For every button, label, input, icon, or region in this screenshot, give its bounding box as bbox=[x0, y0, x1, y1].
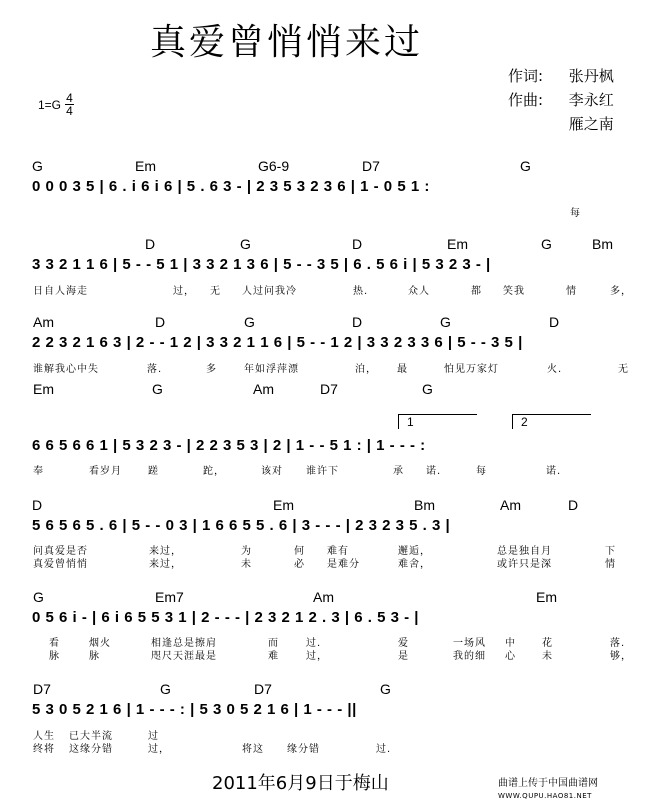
lyric-text: 看 bbox=[49, 638, 60, 649]
lyric-text: 每 bbox=[570, 208, 581, 219]
chord-label: Am bbox=[33, 314, 54, 330]
composer-name-1: 李永红 bbox=[568, 91, 614, 109]
lyric-text: 热. bbox=[353, 286, 369, 297]
chord-label: Em bbox=[536, 589, 557, 605]
lyricist-label: 作词: bbox=[508, 67, 544, 85]
lyric-text: 跎， bbox=[203, 466, 225, 477]
lyric-text: 多， bbox=[610, 286, 632, 297]
lyric-text-verse2: 真爱曾悄悄 bbox=[33, 559, 88, 570]
composer-row-2 bbox=[508, 112, 614, 136]
chord-label: G bbox=[240, 236, 251, 252]
lyric-text: 最 bbox=[397, 364, 408, 375]
chord-label: D7 bbox=[320, 381, 338, 397]
lyric-text-verse2: 脉 bbox=[49, 651, 60, 662]
chord-label: G bbox=[152, 381, 163, 397]
composer-name-2: 雁之南 bbox=[568, 115, 614, 133]
volta-bracket: 2 bbox=[512, 414, 591, 429]
lyric-text: 相逢总是擦肩 bbox=[151, 638, 217, 649]
lyric-text: 该对 bbox=[261, 466, 283, 477]
chord-label: D7 bbox=[362, 158, 380, 174]
lyric-text: 笑我 bbox=[503, 286, 525, 297]
lyric-text: 蹉 bbox=[148, 466, 159, 477]
lyric-text: 众人 bbox=[408, 286, 430, 297]
credits bbox=[508, 64, 614, 136]
notation-line: 5 6 5 6 5 . 6 | 5 - - 0 3 | 1 6 6 5 5 . 6 | 3 - - - | 2 3 2 3 5 . 3 | bbox=[32, 517, 451, 534]
lyric-text-verse2: 缘分错 bbox=[287, 744, 320, 755]
chord-label: D bbox=[32, 497, 43, 513]
lyric-text: 一场风 bbox=[453, 638, 486, 649]
chord-label: D7 bbox=[33, 681, 51, 697]
lyricist-name: 张丹枫 bbox=[568, 67, 614, 85]
lyric-text: 过 bbox=[148, 731, 159, 742]
lyric-text: 怕见万家灯 bbox=[444, 364, 499, 375]
lyric-text: 问真爱是否 bbox=[33, 546, 88, 557]
chord-label: D bbox=[352, 236, 363, 252]
lyric-text: 诺. bbox=[426, 466, 442, 477]
chord-label: Am bbox=[253, 381, 274, 397]
composer-label: 作曲: bbox=[508, 91, 544, 109]
lyric-text: 烟火 bbox=[89, 638, 111, 649]
lyric-text-verse2: 终将 bbox=[33, 744, 55, 755]
composer-row bbox=[508, 88, 614, 112]
lyric-text: 无 bbox=[618, 364, 629, 375]
lyric-text: 谁许下 bbox=[306, 466, 339, 477]
lyric-text: 火. bbox=[547, 364, 563, 375]
lyric-text-verse2: 未 bbox=[241, 559, 252, 570]
lyric-text-verse2: 是 bbox=[398, 651, 409, 662]
lyric-text: 奉 bbox=[33, 466, 44, 477]
lyric-text: 过， bbox=[173, 286, 195, 297]
lyric-text: 已大半流 bbox=[69, 731, 113, 742]
lyric-text: 每 bbox=[476, 466, 487, 477]
chord-label: D bbox=[145, 236, 156, 252]
lyric-text-verse2: 我的细 bbox=[453, 651, 486, 662]
lyric-text: 谁解我心中失 bbox=[33, 364, 99, 375]
lyric-text-verse2: 够， bbox=[610, 651, 632, 662]
chord-label: G bbox=[422, 381, 433, 397]
lyric-text: 泊， bbox=[355, 364, 377, 375]
time-signature bbox=[65, 92, 74, 117]
chord-label: Bm bbox=[592, 236, 613, 252]
lyric-text: 落. bbox=[610, 638, 626, 649]
chord-label: Em7 bbox=[155, 589, 184, 605]
lyric-text: 日自人海走 bbox=[33, 286, 88, 297]
chord-label: Em bbox=[33, 381, 54, 397]
lyric-text-verse2: 难 bbox=[268, 651, 279, 662]
lyric-text-verse2: 是难分 bbox=[327, 559, 360, 570]
chord-label: Bm bbox=[414, 497, 435, 513]
lyric-text: 多 bbox=[206, 364, 217, 375]
chord-label: G bbox=[440, 314, 451, 330]
lyric-text-verse2: 这缘分错 bbox=[69, 744, 113, 755]
site-line-2: WWW.QUPU.HAO81.NET bbox=[498, 792, 592, 800]
lyric-text: 来过， bbox=[149, 546, 182, 557]
chord-label: G bbox=[33, 589, 44, 605]
lyric-text: 难有 bbox=[327, 546, 349, 557]
lyric-text: 而 bbox=[268, 638, 279, 649]
lyric-text-verse2: 难舍， bbox=[398, 559, 431, 570]
chord-label: D bbox=[549, 314, 560, 330]
lyric-text: 都 bbox=[471, 286, 482, 297]
notation-line: 3 3 2 1 1 6 | 5 - - 5 1 | 3 3 2 1 3 6 | 5 - - 3 5 | 6 . 5 6 i | 5 3 2 3 - | bbox=[32, 256, 491, 273]
lyric-text: 下 bbox=[605, 546, 616, 557]
lyric-text-verse2: 或许只是深 bbox=[497, 559, 552, 570]
lyric-text: 年如浮萍漂 bbox=[244, 364, 299, 375]
lyric-text: 诺. bbox=[546, 466, 562, 477]
chord-label: G bbox=[244, 314, 255, 330]
lyric-text: 承 bbox=[393, 466, 404, 477]
chord-label: G bbox=[32, 158, 43, 174]
lyric-text: 人过问我冷 bbox=[242, 286, 297, 297]
lyric-text: 花 bbox=[542, 638, 553, 649]
lyric-text-verse2: 必 bbox=[294, 559, 305, 570]
lyric-text-verse2: 咫尺天涯最是 bbox=[151, 651, 217, 662]
lyric-text-verse2: 过， bbox=[306, 651, 328, 662]
key-signature bbox=[38, 92, 74, 117]
lyric-text: 总是独自月 bbox=[497, 546, 552, 557]
chord-label: G bbox=[520, 158, 531, 174]
chord-label: G6-9 bbox=[258, 158, 290, 174]
lyricist-row bbox=[508, 64, 614, 88]
lyric-text-verse2: 脉 bbox=[89, 651, 100, 662]
notation-line: 2 2 3 2 1 6 3 | 2 - - 1 2 | 3 3 2 1 1 6 | 5 - - 1 2 | 3 3 2 3 3 6 | 5 - - 3 5 | bbox=[32, 334, 523, 351]
chord-label: Am bbox=[313, 589, 334, 605]
volta-bracket: 1 bbox=[398, 414, 477, 429]
lyric-text-verse2: 未 bbox=[542, 651, 553, 662]
chord-label: D bbox=[568, 497, 579, 513]
lyric-text: 为 bbox=[241, 546, 252, 557]
lyric-text: 爱 bbox=[398, 638, 409, 649]
chord-label: Em bbox=[447, 236, 468, 252]
lyric-text-verse2: 过， bbox=[148, 744, 170, 755]
notation-line: 5 3 0 5 2 1 6 | 1 - - - : | 5 3 0 5 2 1 6 | 1 - - - || bbox=[32, 701, 357, 718]
site-line-1: 曲谱上传于中国曲谱网 bbox=[498, 778, 598, 789]
lyric-text: 落. bbox=[147, 364, 163, 375]
lyric-text: 人生 bbox=[33, 731, 55, 742]
lyric-text: 情 bbox=[566, 286, 577, 297]
lyric-text-verse2: 来过， bbox=[149, 559, 182, 570]
song-title: 真爱曾悄悄来过 bbox=[150, 22, 424, 63]
chord-label: G bbox=[380, 681, 391, 697]
time-bottom: 4 bbox=[66, 104, 73, 118]
chord-label: D bbox=[352, 314, 363, 330]
lyric-text: 何 bbox=[294, 546, 305, 557]
lyric-text-verse2: 过. bbox=[376, 744, 392, 755]
notation-line: 0 0 0 3 5 | 6 . i 6 i 6 | 5 . 6 3 - | 2 3 5 3 2 3 6 | 1 - 0 5 1 : bbox=[32, 178, 430, 195]
lyric-text: 邂逅， bbox=[398, 546, 431, 557]
chord-label: Em bbox=[273, 497, 294, 513]
chord-label: Em bbox=[135, 158, 156, 174]
lyric-text-verse2: 心 bbox=[505, 651, 516, 662]
chord-label: D bbox=[155, 314, 166, 330]
chord-label: G bbox=[160, 681, 171, 697]
lyric-text: 无 bbox=[210, 286, 221, 297]
lyric-text-verse2: 将这 bbox=[242, 744, 264, 755]
chord-label: G bbox=[541, 236, 552, 252]
notation-line: 0 5 6 i - | 6 i 6 5 5 3 1 | 2 - - - | 2 3 2 1 2 . 3 | 6 . 5 3 - | bbox=[32, 609, 419, 626]
site-watermark bbox=[498, 778, 598, 802]
lyric-text: 看岁月 bbox=[89, 466, 122, 477]
notation-line: 6 6 5 6 6 1 | 5 3 2 3 - | 2 2 3 5 3 | 2 | 1 - - 5 1 : | 1 - - - : bbox=[32, 437, 426, 454]
chord-label: Am bbox=[500, 497, 521, 513]
time-top: 4 bbox=[66, 91, 73, 105]
key-label: 1=G bbox=[38, 97, 62, 112]
footer-date-place: 2011年6月9日于梅山 bbox=[212, 773, 389, 794]
lyric-text: 中 bbox=[505, 638, 516, 649]
chord-label: D7 bbox=[254, 681, 272, 697]
lyric-text: 过. bbox=[306, 638, 322, 649]
lyric-text-verse2: 情 bbox=[605, 559, 616, 570]
